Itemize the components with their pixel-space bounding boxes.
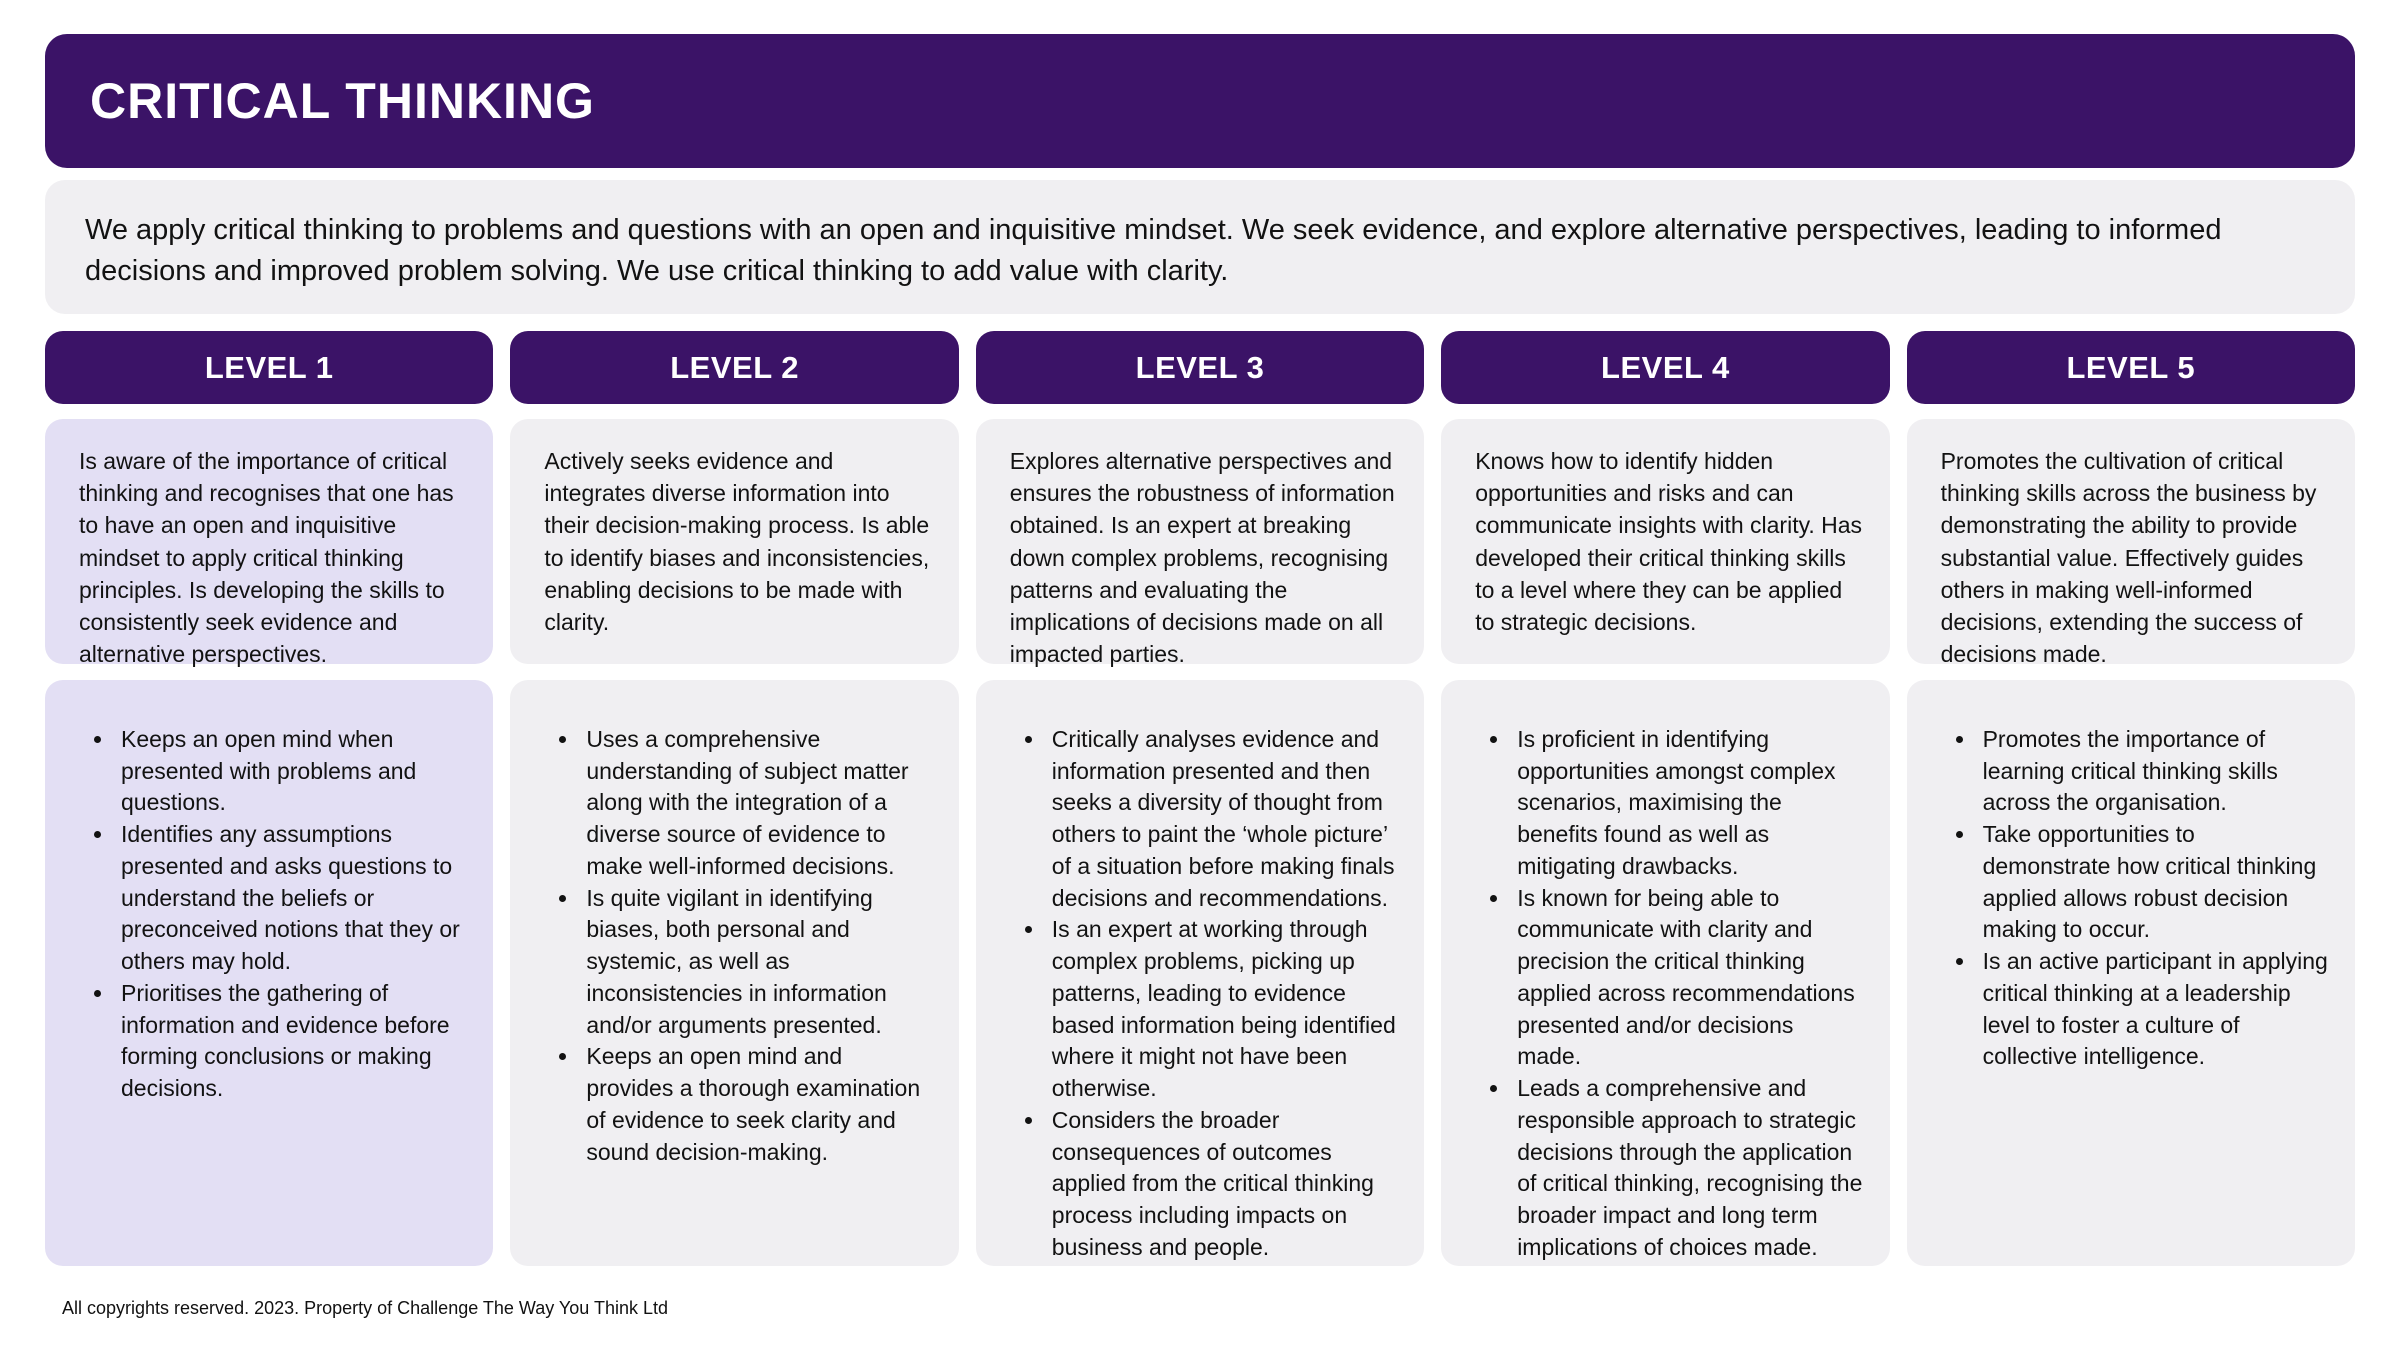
bullet-item: • Considers the broader consequences of outcomes applied from the critical thinking process including impacts on business and people. xyxy=(1046,1105,1398,1264)
level-5-summary xyxy=(1907,419,2355,668)
level-1-label: LEVEL 1 xyxy=(204,349,334,385)
bullet-list xyxy=(1907,724,2329,1073)
summary-text: Actively seeks evidence and integrates diverse information into their decision-making process. Is able to identify biases and inconsistencies, enabling decisions to be made with clarity. xyxy=(544,448,930,635)
level-header-2 xyxy=(510,331,958,404)
summary-row xyxy=(45,419,2355,668)
level-3-summary xyxy=(976,419,1424,668)
level-3-bullets xyxy=(976,680,1424,1266)
level-4-label: LEVEL 4 xyxy=(1601,349,1730,385)
level-1-bullets xyxy=(45,680,493,1266)
bullet-item: • Is proficient in identifying opportunities amongst complex scenarios, maximising the benefits found as well as mitigating drawbacks. xyxy=(1511,724,1863,883)
bullet-list xyxy=(976,724,1398,1263)
level-3-label: LEVEL 3 xyxy=(1135,349,1265,385)
bullet-item: • Is an expert at working through complex problems, picking up patterns, leading to evidence based information being identified where it might not have been otherwise. xyxy=(1046,914,1398,1104)
level-header-3 xyxy=(976,331,1424,404)
level-5-label: LEVEL 5 xyxy=(2066,349,2196,385)
summary-text: Is aware of the importance of critical thinking and recognises that one has to have an open and inquisitive mindset to apply critical thinking principles. Is developing the skills to consistently seek evidence and alternative perspectives. xyxy=(79,448,454,668)
bullet-item: • Is an active participant in applying critical thinking at a leadership level to foster a culture of collective intelligence. xyxy=(1977,946,2329,1073)
bullet-item: • Is known for being able to communicate with clarity and precision the critical thinking applied across recommendations presented and/or decisions made. xyxy=(1511,883,1863,1073)
bullet-item: • Is quite vigilant in identifying biases, both personal and systemic, as well as inconsistencies in information and/or arguments presented. xyxy=(580,883,932,1042)
bullet-item: • Keeps an open mind when presented with problems and questions. xyxy=(115,724,467,819)
bullet-item: • Identifies any assumptions presented and asks questions to understand the beliefs or preconceived notions that they or others may hold. xyxy=(115,819,467,978)
level-2-summary xyxy=(510,419,958,664)
bullets-row xyxy=(45,680,2355,1266)
level-4-summary xyxy=(1441,419,1889,664)
bullet-list xyxy=(45,724,467,1105)
level-header-row xyxy=(45,331,2355,404)
bullet-item: • Leads a comprehensive and responsible approach to strategic decisions through the application of critical thinking, recognising the broader impact and long term implications of choices made. xyxy=(1511,1073,1863,1263)
page-title: CRITICAL THINKING xyxy=(90,73,595,129)
summary-text: Knows how to identify hidden opportunities and risks and can communicate insights with clarity. Has developed their critical thinking skills to a level where they can be applied to strategic decisions. xyxy=(1475,448,1863,635)
level-5-bullets xyxy=(1907,680,2355,1266)
bullet-item: • Prioritises the gathering of information and evidence before forming conclusions or making decisions. xyxy=(115,978,467,1105)
level-4-bullets xyxy=(1441,680,1889,1266)
bullet-item: • Uses a comprehensive understanding of subject matter along with the integration of a diverse source of evidence to make well-informed decisions. xyxy=(580,724,932,883)
bullet-item: • Critically analyses evidence and information presented and then seeks a diversity of thought from others to paint the ‘whole picture’ of a situation before making finals decisions and recommendations. xyxy=(1046,724,1398,914)
bullet-list xyxy=(1441,724,1863,1263)
level-header-4 xyxy=(1441,331,1889,404)
level-header-5 xyxy=(1907,331,2355,404)
level-header-1 xyxy=(45,331,493,404)
level-1-summary xyxy=(45,419,493,668)
level-2-bullets xyxy=(510,680,958,1266)
level-2-label: LEVEL 2 xyxy=(670,349,799,385)
bullet-item: • Take opportunities to demonstrate how critical thinking applied allows robust decision making to occur. xyxy=(1977,819,2329,946)
bullet-list xyxy=(510,724,932,1168)
intro-text: We apply critical thinking to problems and questions with an open and inquisitive mindset. We seek evidence, and explore alternative perspectives, leading to informed decisions and improved problem solving. We use critical thinking to add value with clarity. xyxy=(85,214,2222,287)
summary-text: Promotes the cultivation of critical thinking skills across the business by demonstrating the ability to provide substantial value. Effectively guides others in making well-informed decisions, extending the success of decisions made. xyxy=(1940,448,2317,668)
summary-text: Explores alternative perspectives and ensures the robustness of information obtained. Is an expert at breaking down complex problems, recognising patterns and evaluating the implications of decisions made on all impacted parties. xyxy=(1009,448,1395,668)
bullet-item: • Promotes the importance of learning critical thinking skills across the organisation. xyxy=(1977,724,2329,819)
bullet-item: • Keeps an open mind and provides a thorough examination of evidence to seek clarity and sound decision-making. xyxy=(580,1041,932,1168)
copyright-footer: All copyrights reserved. 2023. Property of Challenge The Way You Think Ltd xyxy=(62,1298,669,1318)
intro-box xyxy=(45,180,2355,314)
title-banner xyxy=(45,34,2355,168)
